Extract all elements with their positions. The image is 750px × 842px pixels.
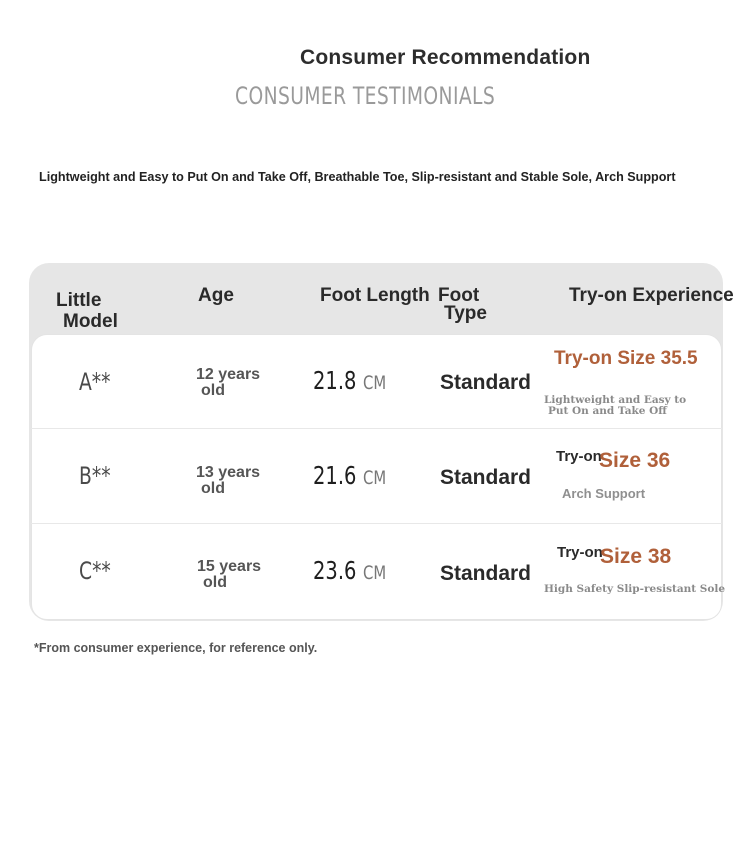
age	[196, 465, 260, 497]
row-divider	[31, 523, 722, 524]
foot-length-unit: CM	[363, 372, 387, 394]
age-line2: old	[203, 574, 227, 591]
age	[197, 559, 261, 591]
tryon-size: Try-on Size 35.5	[554, 348, 698, 369]
tryon-note: High Safety Slip-resistant Sole	[544, 583, 726, 595]
tryon-note: Arch Support	[562, 486, 646, 501]
row-divider	[31, 428, 722, 429]
foot-type: Standard	[440, 466, 532, 489]
page-subtitle: CONSUMER TESTIMONIALS	[235, 82, 496, 110]
foot-length-unit: CM	[363, 467, 387, 489]
age-line1: 13 years	[196, 464, 261, 481]
foot-length-value: 21.6	[313, 461, 357, 490]
foot-length-unit: CM	[363, 562, 387, 584]
foot-length	[313, 366, 393, 395]
tryon-label: Try-on	[557, 544, 603, 561]
footer-disclaimer: *From consumer experience, for reference only.	[34, 641, 318, 655]
tryon-note-line2: Put On and Take Off	[548, 405, 667, 417]
model-name: B**	[79, 462, 111, 490]
header-foot-type	[438, 285, 487, 324]
model-name: A**	[79, 368, 111, 396]
header-model-line1: Little	[56, 290, 102, 311]
age	[196, 367, 260, 399]
age-line1: 12 years	[196, 366, 261, 383]
age-line2: old	[201, 480, 225, 497]
page-title: Consumer Recommendation	[300, 46, 591, 69]
tryon-size: Size 38	[600, 545, 672, 568]
foot-type: Standard	[440, 371, 532, 394]
header-model	[56, 290, 118, 332]
tryon-note-line1: Lightweight and Easy to	[544, 394, 687, 406]
foot-length-value: 21.8	[313, 366, 357, 395]
header-age: Age	[198, 285, 234, 306]
tryon-size: Size 36	[599, 449, 671, 472]
foot-length-value: 23.6	[313, 556, 357, 585]
header-foot-type-line1: Foot	[438, 285, 480, 306]
header-foot-length: Foot Length	[320, 285, 430, 306]
tryon-note	[544, 395, 686, 417]
foot-length	[313, 461, 393, 490]
header-tryon: Try-on Experience	[569, 285, 734, 306]
age-line2: old	[201, 382, 225, 399]
header-model-line2: Model	[63, 311, 118, 332]
features-line: Lightweight and Easy to Put On and Take Off, Breathable Toe, Slip-resistant and Stable Sole, Arch Support	[39, 170, 676, 184]
age-line1: 15 years	[197, 558, 262, 575]
foot-type: Standard	[440, 562, 532, 585]
model-name: C**	[79, 557, 111, 585]
foot-length	[313, 556, 393, 585]
tryon-label: Try-on	[556, 448, 602, 465]
header-foot-type-line2: Type	[444, 303, 487, 324]
